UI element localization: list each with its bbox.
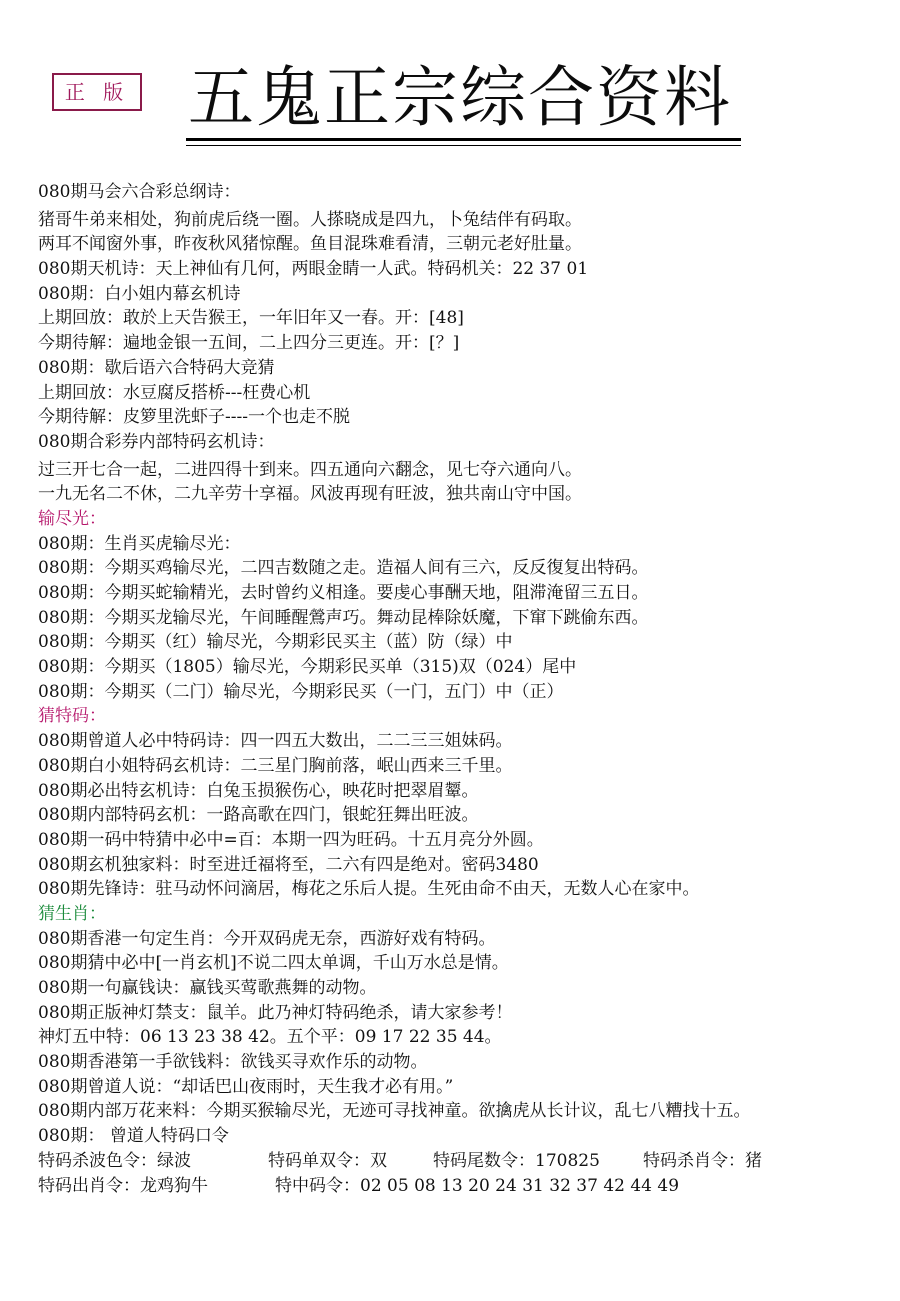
- text-line: 080期曾道人说：“却话巴山夜雨时，天生我才必有用。”: [38, 1076, 454, 1097]
- title-underline-thin: [186, 145, 741, 146]
- document-body: [38, 180, 888, 1198]
- code-zodiac: 特码出肖令：龙鸡狗牛: [38, 1175, 208, 1196]
- code-row-2: [38, 1174, 888, 1199]
- text-line: 080期内部万花来料：今期买猴输尽光，无迹可寻找神童。欲擒虎从长计议，乱七八糟找十五。: [38, 1101, 751, 1122]
- section-heading-zodiac: 猜生肖：: [38, 903, 106, 924]
- text-line: 080期：白小姐内幕玄机诗: [38, 283, 241, 304]
- text-line: 080期：生肖买虎输尽光：: [38, 533, 241, 554]
- text-line: 一九无名二不休，二九辛劳十享福。风波再现有旺波，独共南山守中国。: [38, 484, 582, 505]
- text-line: 上期回放：水豆腐反搭桥---枉费心机: [38, 382, 311, 403]
- text-line: 080期香港第一手欲钱料：欲钱买寻欢作乐的动物。: [38, 1052, 428, 1073]
- text-line: 080期先锋诗：驻马动怀问滴居，梅花之乐后人提。生死由命不由天，无数人心在家中。: [38, 879, 700, 900]
- text-line: 080期玄机独家料：时至进迁福将至，二六有四是绝对。密码3480: [38, 854, 539, 875]
- code-row-1: [38, 1149, 888, 1174]
- text-line: 080期：今期买（二门）输尽光，今期彩民买（一门，五门）中（正）: [38, 681, 564, 702]
- text-line: 080期：今期买（1805）输尽光，今期彩民买单（315)双（024）尾中: [38, 657, 577, 678]
- text-line: 080期白小姐特码玄机诗：二三星门胸前落，岷山西来三千里。: [38, 755, 513, 776]
- edition-badge: 正 版: [52, 73, 142, 111]
- text-line: 080期：今期买鸡输尽光，二四吉数随之走。造福人间有三六，反反復复出特码。: [38, 558, 649, 579]
- section-heading-guess: 猜特码：: [38, 706, 106, 727]
- page-title: 五鬼正宗综合资料: [188, 59, 732, 136]
- text-line: 080期：今期买龙输尽光，午间睡醒鶯声巧。舞动昆棒除妖魔，下窜下跳偷东西。: [38, 607, 649, 628]
- text-line: 080期马会六合彩总纲诗：: [38, 182, 241, 202]
- code-tail: 特码尾数令：170825: [433, 1150, 600, 1171]
- text-line: 两耳不闻窗外事，昨夜秋风猪惊醒。鱼目混珠难看清，三朝元老好肚量。: [38, 234, 582, 255]
- text-line: 神灯五中特：06 13 23 38 42。五个平：09 17 22 35 44。: [38, 1027, 502, 1048]
- code-kill: 特码杀肖令：猪: [643, 1150, 762, 1171]
- text-line: 080期天机诗：天上神仙有几何，两眼金睛一人武。特码机关：22 37 01: [38, 259, 589, 280]
- text-line: 080期： 曾道人特码口令: [38, 1126, 229, 1147]
- text-line: 080期曾道人必中特码诗：四一四五大数出，二二三三姐妹码。: [38, 731, 513, 752]
- text-line: 080期：歇后语六合特码大竞猜: [38, 357, 275, 378]
- text-line: 080期正版神灯禁支：鼠羊。此乃神灯特码绝杀，请大家参考！: [38, 1002, 513, 1023]
- text-line: 080期一码中特猜中必中=百：本期一四为旺码。十五月亮分外圆。: [38, 829, 544, 850]
- code-oddeven: 特码单双令：双: [268, 1150, 387, 1171]
- text-line: 080期：今期买蛇输精光，去时曾约义相逢。要虔心事酬天地，阻滞淹留三五日。: [38, 583, 649, 603]
- text-line: 上期回放：敢於上天告猴王，一年旧年又一春。开：[48]: [38, 308, 464, 329]
- text-line: 今期待解：遍地金银一五间，二上四分三更连。开：[？]: [38, 333, 460, 354]
- text-line: 080期必出特玄机诗：白兔玉损猴伤心，映花时把翠眉颦。: [38, 780, 479, 801]
- text-line: 080期猜中必中[一肖玄机]不说二四太单调，千山万水总是情。: [38, 953, 509, 974]
- text-line: 080期香港一句定生肖：今开双码虎无奈，西游好戏有特码。: [38, 928, 496, 949]
- code-wave: 特码杀波色令：绿波: [38, 1150, 191, 1171]
- text-line: 猪哥牛弟来相处，狗前虎后绕一圈。人搽晓成是四九，卜兔结伴有码取。: [38, 209, 582, 230]
- text-line: 080期：今期买（红）输尽光，今期彩民买主（蓝）防（绿）中: [38, 632, 513, 653]
- text-line: 080期合彩券内部特码玄机诗：: [38, 431, 275, 452]
- text-line: 过三开七合一起，二进四得十到来。四五通向六翻念，见七夺六通向八。: [38, 459, 582, 480]
- section-heading-lose: 输尽光：: [38, 508, 106, 529]
- title-underline: [186, 138, 741, 141]
- text-line: 080期一句赢钱诀：赢钱买莺歌燕舞的动物。: [38, 978, 377, 998]
- code-numbers: 特中码令：02 05 08 13 20 24 31 32 37 42 44 49: [275, 1175, 680, 1196]
- text-line: 今期待解：皮箩里洗虾子----一个也走不脱: [38, 407, 350, 428]
- text-line: 080期内部特码玄机：一路高歌在四门，银蛇狂舞出旺波。: [38, 805, 479, 826]
